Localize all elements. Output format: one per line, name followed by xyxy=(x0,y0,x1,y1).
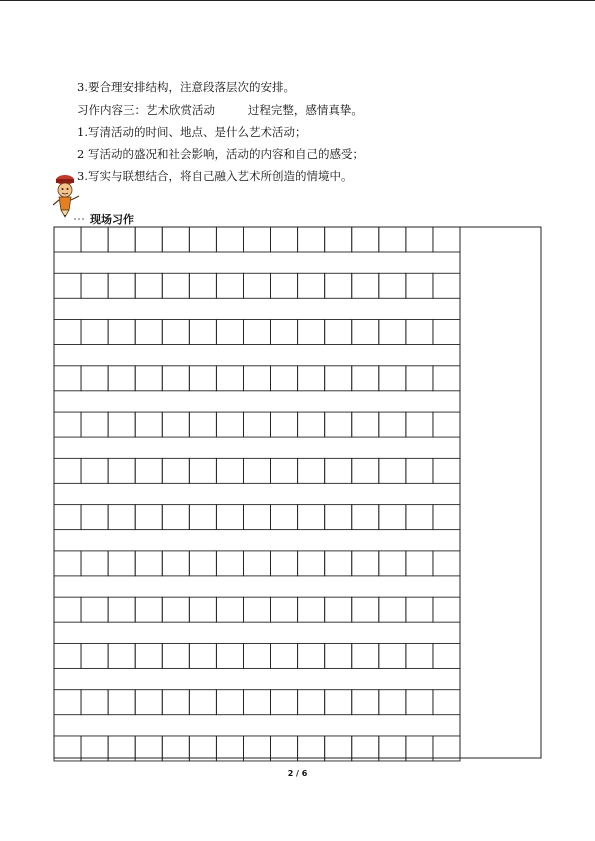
grid-cell xyxy=(271,273,298,298)
grid-cell xyxy=(135,366,162,391)
grid-cell xyxy=(162,643,189,668)
grid-cell xyxy=(108,597,135,622)
grid-cell xyxy=(243,643,270,668)
grid-cell xyxy=(162,366,189,391)
grid-cell xyxy=(406,273,433,298)
grid-cell xyxy=(54,505,81,530)
grid-cell xyxy=(433,597,460,622)
grid-cell xyxy=(406,597,433,622)
grid-cell xyxy=(54,227,81,252)
grid-cell xyxy=(108,690,135,715)
grid-cell xyxy=(216,643,243,668)
grid-cell xyxy=(108,273,135,298)
grid-cell xyxy=(406,643,433,668)
grid-cell xyxy=(108,227,135,252)
grid-cell xyxy=(406,320,433,345)
grid-cell xyxy=(298,690,325,715)
grid-cell xyxy=(325,643,352,668)
instruction-line-3: 1.写清活动的时间、地点、是什么艺术活动； xyxy=(77,125,307,139)
grid-cell xyxy=(135,505,162,530)
grid-cell xyxy=(433,736,460,761)
grid-cell xyxy=(162,458,189,483)
grid-cell xyxy=(352,227,379,252)
grid-cell xyxy=(379,227,406,252)
grid-cell xyxy=(81,273,108,298)
grid-cell xyxy=(352,320,379,345)
grid-cell xyxy=(216,273,243,298)
instruction-line-5: 3.写实与联想结合，将自己融入艺术所创造的情境中。 xyxy=(77,169,353,183)
grid-cell xyxy=(162,320,189,345)
grid-cell xyxy=(298,320,325,345)
grid-cell xyxy=(135,320,162,345)
grid-cell xyxy=(325,273,352,298)
grid-cell xyxy=(81,366,108,391)
grid-cell xyxy=(298,366,325,391)
grid-cell xyxy=(298,597,325,622)
grid-cell xyxy=(81,505,108,530)
grid-cell xyxy=(379,690,406,715)
grid-cell xyxy=(298,505,325,530)
grid-cell xyxy=(162,273,189,298)
grid-cell xyxy=(81,551,108,576)
grid-cell xyxy=(298,736,325,761)
grid-cell xyxy=(54,551,81,576)
grid-cell xyxy=(189,458,216,483)
grid-cell xyxy=(54,320,81,345)
grid-cell xyxy=(189,597,216,622)
grid-cell xyxy=(54,597,81,622)
grid-cell xyxy=(135,227,162,252)
grid-cell xyxy=(189,690,216,715)
grid-cell xyxy=(189,320,216,345)
grid-cell xyxy=(54,273,81,298)
grid-cell xyxy=(189,273,216,298)
grid-cell xyxy=(271,551,298,576)
grid-cell xyxy=(352,273,379,298)
grid-cell xyxy=(379,366,406,391)
grid-cell xyxy=(298,412,325,437)
grid-cell xyxy=(189,412,216,437)
grid-cell xyxy=(243,273,270,298)
grid-cell xyxy=(243,551,270,576)
grid-cell xyxy=(135,551,162,576)
grid-cell xyxy=(243,366,270,391)
grid-cell xyxy=(433,643,460,668)
section-heading: 现场习作 xyxy=(90,213,134,226)
grid-cell xyxy=(298,273,325,298)
grid-cell xyxy=(298,551,325,576)
grid-cell xyxy=(433,551,460,576)
grid-cell xyxy=(108,736,135,761)
grid-cell xyxy=(271,597,298,622)
grid-cell xyxy=(108,505,135,530)
grid-cell xyxy=(108,551,135,576)
grid-cell xyxy=(243,736,270,761)
grid-cell xyxy=(325,227,352,252)
grid-cell xyxy=(54,458,81,483)
grid-cell xyxy=(81,412,108,437)
grid-cell xyxy=(352,736,379,761)
grid-cell xyxy=(54,643,81,668)
grid-cell xyxy=(433,412,460,437)
grid-cell xyxy=(352,412,379,437)
grid-cell xyxy=(298,643,325,668)
grid-cell xyxy=(81,227,108,252)
grid-cell xyxy=(271,690,298,715)
grid-cell xyxy=(81,643,108,668)
grid-cell xyxy=(433,458,460,483)
instruction-line-2: 习作内容三：艺术欣赏活动 过程完整，感情真挚。 xyxy=(77,103,363,117)
grid-cell xyxy=(271,227,298,252)
grid-cell xyxy=(271,320,298,345)
instruction-line-1: 3.要合理安排结构，注意段落层次的安排。 xyxy=(77,80,295,94)
grid-cell xyxy=(162,551,189,576)
grid-cell xyxy=(406,412,433,437)
grid-cell xyxy=(135,597,162,622)
grid-cell xyxy=(243,227,270,252)
grid-cell xyxy=(54,736,81,761)
grid-cell xyxy=(379,273,406,298)
grid-cell xyxy=(406,227,433,252)
grid-cell xyxy=(135,412,162,437)
grid-cell xyxy=(271,505,298,530)
grid-cell xyxy=(216,597,243,622)
grid-cell xyxy=(216,505,243,530)
grid-cell xyxy=(135,643,162,668)
writing-grid-frame xyxy=(54,227,541,758)
grid-cell xyxy=(81,736,108,761)
grid-cell xyxy=(108,412,135,437)
grid-cell xyxy=(216,551,243,576)
grid-cell xyxy=(216,366,243,391)
grid-cell xyxy=(216,690,243,715)
grid-cell xyxy=(406,551,433,576)
grid-cell xyxy=(406,736,433,761)
grid-cell xyxy=(162,597,189,622)
grid-cell xyxy=(216,736,243,761)
grid-cell xyxy=(271,458,298,483)
grid-cell xyxy=(406,458,433,483)
grid-cell xyxy=(108,643,135,668)
grid-cell xyxy=(81,320,108,345)
grid-cell xyxy=(108,366,135,391)
grid-cell xyxy=(162,736,189,761)
grid-cell xyxy=(189,643,216,668)
grid-cell xyxy=(135,273,162,298)
grid-cell xyxy=(406,690,433,715)
grid-cell xyxy=(325,505,352,530)
grid-cell xyxy=(108,458,135,483)
grid-cell xyxy=(81,458,108,483)
grid-cell xyxy=(406,505,433,530)
grid-cell xyxy=(271,736,298,761)
grid-cell xyxy=(379,643,406,668)
grid-cell xyxy=(271,643,298,668)
grid-cell xyxy=(352,690,379,715)
grid-cell xyxy=(352,505,379,530)
grid-cell xyxy=(379,320,406,345)
grid-cell xyxy=(189,736,216,761)
grid-cell xyxy=(433,690,460,715)
grid-cell xyxy=(379,505,406,530)
grid-cell xyxy=(433,227,460,252)
grid-cell xyxy=(352,597,379,622)
grid-cell xyxy=(325,366,352,391)
grid-cell xyxy=(406,366,433,391)
grid-cell xyxy=(162,412,189,437)
grid-cell xyxy=(325,690,352,715)
grid-cell xyxy=(271,366,298,391)
page-number: 2 / 6 xyxy=(287,769,308,778)
grid-cell xyxy=(243,412,270,437)
grid-cell xyxy=(189,505,216,530)
grid-cell xyxy=(379,412,406,437)
grid-cell xyxy=(325,551,352,576)
grid-cell xyxy=(325,597,352,622)
grid-cell xyxy=(243,505,270,530)
grid-cell xyxy=(162,227,189,252)
grid-cell xyxy=(54,366,81,391)
grid-cell xyxy=(243,690,270,715)
grid-cell xyxy=(162,505,189,530)
grid-cell xyxy=(325,320,352,345)
grid-cell xyxy=(243,458,270,483)
grid-cell xyxy=(379,458,406,483)
grid-cell xyxy=(433,505,460,530)
grid-cell xyxy=(325,458,352,483)
grid-cell xyxy=(352,551,379,576)
grid-cell xyxy=(298,458,325,483)
grid-cell xyxy=(298,227,325,252)
grid-cell xyxy=(352,458,379,483)
grid-cell xyxy=(379,597,406,622)
grid-cell xyxy=(81,597,108,622)
grid-cell xyxy=(135,690,162,715)
grid-cell xyxy=(81,690,108,715)
grid-cell xyxy=(54,412,81,437)
grid-cell xyxy=(135,458,162,483)
grid-cell xyxy=(379,551,406,576)
grid-cell xyxy=(216,227,243,252)
grid-cell xyxy=(189,366,216,391)
grid-cell xyxy=(352,366,379,391)
grid-cell xyxy=(216,320,243,345)
grid-cell xyxy=(433,320,460,345)
grid-cell xyxy=(379,736,406,761)
grid-cell xyxy=(433,366,460,391)
grid-cell xyxy=(108,320,135,345)
grid-cell xyxy=(216,458,243,483)
grid-cell xyxy=(189,551,216,576)
grid-cell xyxy=(216,412,243,437)
grid-cell xyxy=(352,643,379,668)
grid-cell xyxy=(54,690,81,715)
grid-cell xyxy=(162,690,189,715)
grid-cell xyxy=(325,736,352,761)
grid-cell xyxy=(271,412,298,437)
instruction-line-4: 2 写活动的盛况和社会影响，活动的内容和自己的感受； xyxy=(77,147,364,161)
grid-cell xyxy=(135,736,162,761)
grid-cell xyxy=(243,320,270,345)
grid-cell xyxy=(433,273,460,298)
grid-cell xyxy=(325,412,352,437)
grid-cell xyxy=(243,597,270,622)
grid-cell xyxy=(189,227,216,252)
